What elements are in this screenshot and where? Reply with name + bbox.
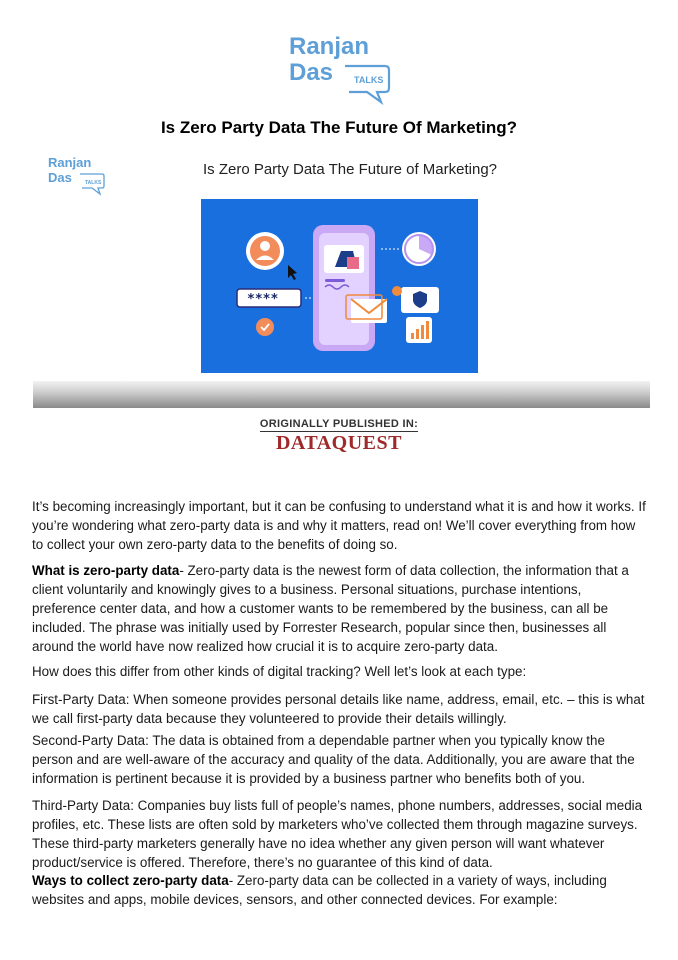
banner-logo-line2: Das [48, 170, 72, 185]
cursor-icon [288, 265, 297, 280]
differ-paragraph: How does this differ from other kinds of digital tracking? Well let’s look at each type: [32, 664, 527, 679]
first-party-paragraph: First-Party Data: When someone provides personal details like name, address, email, etc. – this is what we call first-party data because they volunteered to provide their details willingly. [32, 692, 645, 726]
logo-line1: Ranjan [289, 33, 370, 60]
hero-illustration [201, 199, 478, 373]
banner-logo-line1: Ranjan [48, 155, 92, 170]
logo-line2: Das [289, 59, 334, 86]
check-dot-icon [392, 286, 402, 296]
document-title: Is Zero Party Data The Future Of Marketing? [160, 118, 518, 137]
published-in-label [0, 418, 678, 430]
publication-name: DATAQUEST [275, 432, 402, 454]
password-mask: **** [247, 292, 279, 307]
third-party-paragraph: Third-Party Data: Companies buy lists full of people’s names, phone numbers, addresses, social media profiles, etc. These lists are often sold by marketers who’ve collected them through magazine surveys. These third-party marketers generally have no idea whether any given person will want whatever product/service is offered. Therefore, there’s no guarantee of this kind of data. [32, 798, 643, 870]
ranjan-das-talks-logo [285, 26, 395, 108]
ways-body: - Zero-party data can be collected in a variety of ways, including websites and apps, mobile devices, sensors, and other connected devices. For example: [32, 873, 607, 907]
what-is-heading: What is zero-party data [32, 563, 180, 578]
banner-logo-tag: TALKS [85, 180, 102, 186]
intro-paragraph: It’s becoming increasingly important, but it can be confusing to understand what it is and how it works. If you’re wondering what zero-party data is and why it matters, read on! We’ll cover everything from how to collect your own zero-party data to the benefits of doing so. [32, 499, 646, 552]
what-is-body: - Zero-party data is the newest form of data collection, the information that a client voluntarily and knowingly gives to a business. Personal situations, purchase intentions, preference center data, and how a customer wants to be remembered by the business, can all be included. The phrase was initially used by Forrester Research, popular since then, businesses all around the world have now realized how crucial it is to acquire zero-party data. [32, 563, 629, 654]
checkmark-badge-icon [256, 318, 274, 336]
what-is-zero-party-paragraph [32, 561, 647, 656]
published-in-text: ORIGINALLY PUBLISHED IN: [259, 418, 419, 430]
banner-logo [46, 152, 108, 198]
second-party-paragraph: Second-Party Data: The data is obtained from a dependable partner when you typically know the person and are well-aware of the accuracy and quality of the data. Additionally, you are aware that the information is pertinent because it is provided by a business partner who benefits both of you. [32, 733, 635, 786]
ways-to-collect-paragraph [32, 871, 647, 909]
banner-divider [33, 381, 650, 408]
ways-heading: Ways to collect zero-party data [32, 873, 229, 888]
logo-tag: TALKS [354, 75, 384, 85]
banner-subtitle: Is Zero Party Data The Future of Marketing? [202, 161, 498, 178]
